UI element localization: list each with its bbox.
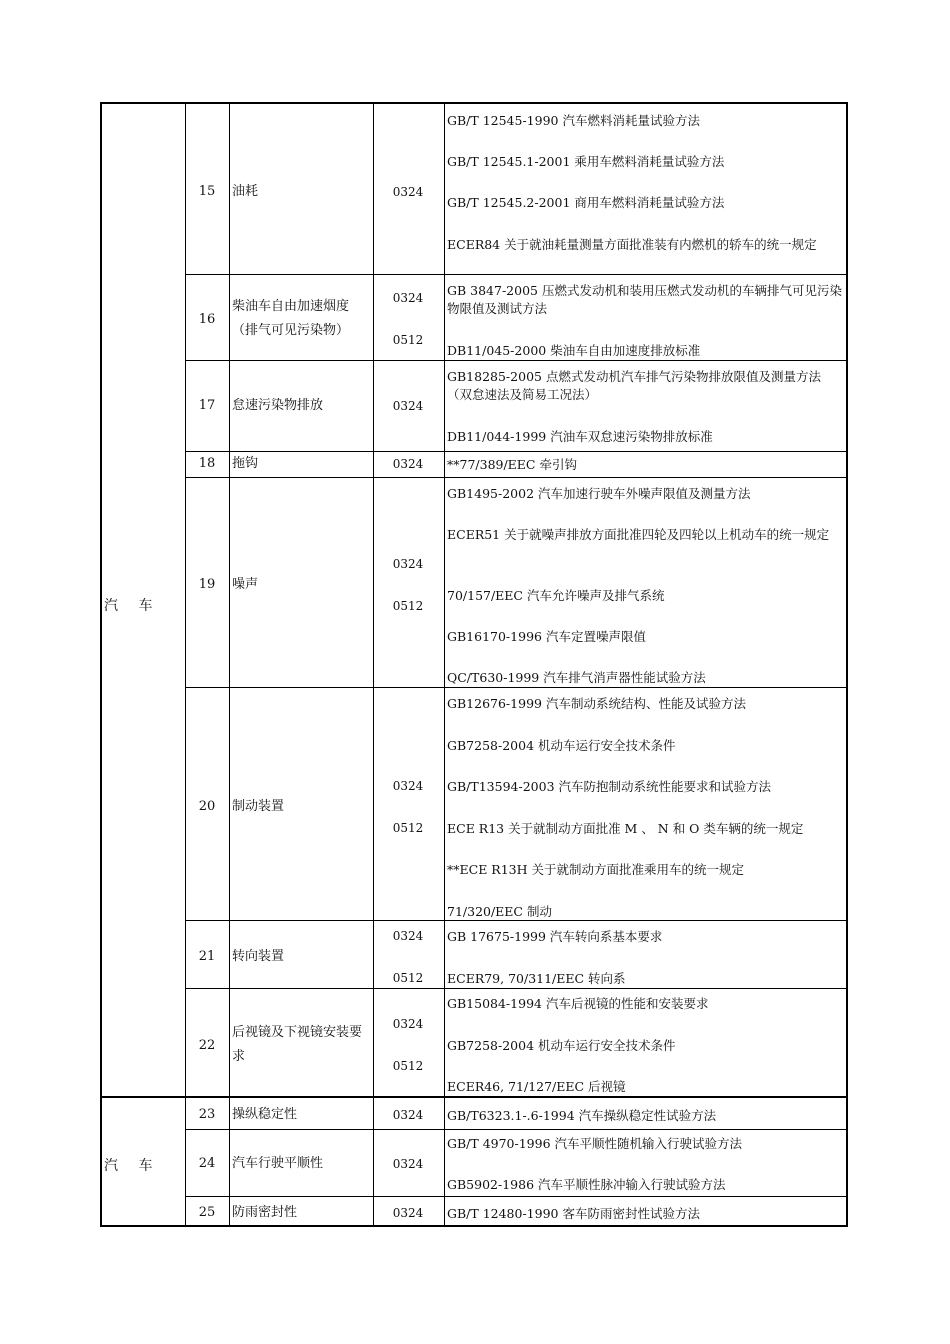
row-divider bbox=[185, 477, 847, 478]
scope-code: 0512 bbox=[392, 599, 424, 613]
test-item: 柴油车自由加速烟度（排气可见污染物） bbox=[232, 299, 350, 338]
row-divider bbox=[185, 988, 847, 989]
standard-entry: GB/T 12545-1990 汽车燃料消耗量试验方法 bbox=[447, 113, 700, 128]
row-number: 25 bbox=[198, 1205, 216, 1220]
standards-table bbox=[100, 102, 848, 1227]
standard-entry: GB12676-1999 汽车制动系统结构、性能及试验方法 bbox=[447, 696, 746, 711]
row-number: 22 bbox=[198, 1038, 216, 1053]
standard-entry: GB/T6323.1-.6-1994 汽车操纵稳定性试验方法 bbox=[447, 1108, 717, 1123]
standard-entry: 71/320/EEC 制动 bbox=[447, 904, 552, 919]
test-item: 怠速污染物排放 bbox=[232, 398, 324, 413]
scope-code: 0324 bbox=[392, 1017, 424, 1031]
category-label: 汽 车 bbox=[104, 1158, 161, 1174]
scope-code: 0324 bbox=[392, 185, 424, 199]
row-number: 16 bbox=[198, 312, 216, 327]
col-divider bbox=[373, 103, 374, 1226]
standard-entry: GB1495-2002 汽车加速行驶车外噪声限值及测量方法 bbox=[447, 486, 751, 501]
standard-entry: GB15084-1994 汽车后视镜的性能和安装要求 bbox=[447, 996, 709, 1011]
standard-entry: DB11/044-1999 汽油车双怠速污染物排放标准 bbox=[447, 429, 713, 444]
scope-code: 0324 bbox=[392, 399, 424, 413]
standard-entry: GB/T 12480-1990 客车防雨密封性试验方法 bbox=[447, 1206, 700, 1221]
standard-entry: GB/T 4970-1996 汽车平顺性随机输入行驶试验方法 bbox=[447, 1136, 743, 1151]
standard-entry: GB/T 12545.1-2001 乘用车燃料消耗量试验方法 bbox=[447, 154, 725, 169]
row-number: 24 bbox=[198, 1156, 216, 1171]
row-number: 21 bbox=[198, 949, 216, 964]
standard-entry: DB11/045-2000 柴油车自由加速度排放标准 bbox=[447, 343, 701, 358]
col-divider bbox=[229, 103, 230, 1226]
scope-code: 0324 bbox=[392, 557, 424, 571]
standard-entry: 70/157/EEC 汽车允许噪声及排气系统 bbox=[447, 588, 665, 603]
standard-entry: GB7258-2004 机动车运行安全技术条件 bbox=[447, 1038, 676, 1053]
row-divider bbox=[185, 274, 847, 275]
standard-entry: GB/T 12545.2-2001 商用车燃料消耗量试验方法 bbox=[447, 195, 725, 210]
row-number: 18 bbox=[198, 456, 216, 471]
standard-entry: ECER79, 70/311/EEC 转向系 bbox=[447, 971, 626, 986]
standard-entry: ECER84 关于就油耗量测量方面批准装有内燃机的轿车的统一规定 bbox=[447, 237, 817, 252]
test-item: 汽车行驶平顺性 bbox=[232, 1156, 324, 1171]
test-item: 拖钩 bbox=[232, 456, 259, 471]
test-item: 防雨密封性 bbox=[232, 1205, 298, 1220]
standard-entry: GB5902-1986 汽车平顺性脉冲输入行驶试验方法 bbox=[447, 1177, 726, 1192]
standard-entry: GB18285-2005 点燃式发动机汽车排气污染物排放限值及测量方法（双怠速法及简易工况法） bbox=[447, 369, 821, 402]
scope-code: 0324 bbox=[392, 291, 424, 305]
standard-entry: QC/T630-1999 汽车排气消声器性能试验方法 bbox=[447, 670, 706, 685]
section-divider bbox=[101, 1096, 847, 1098]
standard-entry: GB 3847-2005 压燃式发动机和装用压燃式发动机的车辆排气可见污染物限值及测试方法 bbox=[447, 283, 842, 316]
col-divider bbox=[185, 103, 186, 1226]
standard-entry: **ECE R13H 关于就制动方面批准乘用车的统一规定 bbox=[447, 862, 744, 877]
standard-entry: ECER51 关于就噪声排放方面批准四轮及四轮以上机动车的统一规定 bbox=[447, 527, 830, 542]
scope-code: 0324 bbox=[392, 1157, 424, 1171]
scope-code: 0324 bbox=[392, 1206, 424, 1220]
test-item: 油耗 bbox=[232, 184, 259, 199]
scope-code: 0512 bbox=[392, 971, 424, 985]
standard-entry: ECE R13 关于就制动方面批准 M 、 N 和 O 类车辆的统一规定 bbox=[447, 821, 804, 836]
row-number: 19 bbox=[198, 577, 216, 592]
scope-code: 0324 bbox=[392, 929, 424, 943]
test-item: 后视镜及下视镜安装要求 bbox=[232, 1025, 363, 1064]
test-item: 制动装置 bbox=[232, 799, 285, 814]
test-item: 噪声 bbox=[232, 577, 259, 592]
row-number: 15 bbox=[198, 184, 216, 199]
test-item: 操纵稳定性 bbox=[232, 1107, 298, 1122]
row-divider bbox=[185, 360, 847, 361]
scope-code: 0324 bbox=[392, 779, 424, 793]
row-number: 20 bbox=[198, 799, 216, 814]
standard-entry: GB16170-1996 汽车定置噪声限值 bbox=[447, 629, 646, 644]
col-divider bbox=[444, 103, 445, 1226]
row-divider bbox=[185, 687, 847, 688]
scope-code: 0512 bbox=[392, 1059, 424, 1073]
row-divider bbox=[185, 1196, 847, 1197]
standard-entry: GB/T13594-2003 汽车防抱制动系统性能要求和试验方法 bbox=[447, 779, 771, 794]
scope-code: 0512 bbox=[392, 821, 424, 835]
standard-entry: GB 17675-1999 汽车转向系基本要求 bbox=[447, 929, 663, 944]
standard-entry: **77/389/EEC 牵引钩 bbox=[447, 457, 577, 472]
category-label: 汽 车 bbox=[104, 598, 161, 614]
standard-entry: GB7258-2004 机动车运行安全技术条件 bbox=[447, 738, 676, 753]
scope-code: 0512 bbox=[392, 333, 424, 347]
test-item: 转向装置 bbox=[232, 949, 285, 964]
row-number: 23 bbox=[198, 1107, 216, 1122]
scope-code: 0324 bbox=[392, 1108, 424, 1122]
row-divider bbox=[185, 1129, 847, 1130]
row-number: 17 bbox=[198, 398, 216, 413]
standard-entry: ECER46, 71/127/EEC 后视镜 bbox=[447, 1079, 626, 1094]
scope-code: 0324 bbox=[392, 457, 424, 471]
